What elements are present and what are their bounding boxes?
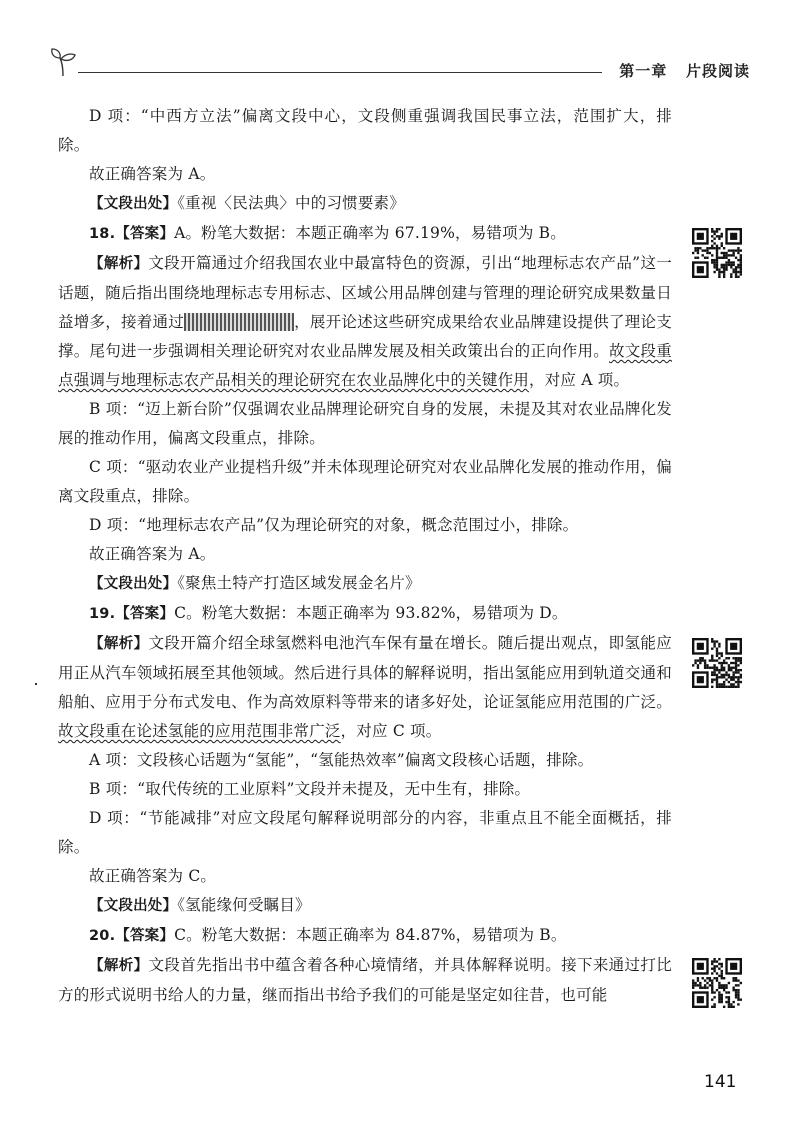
page-number: 141 — [704, 1072, 737, 1092]
paragraph — [58, 775, 672, 804]
chapter-label: 第一章 — [619, 62, 668, 80]
paragraph — [58, 160, 672, 189]
paragraph — [58, 102, 672, 160]
text-run: 故正确答案为 A。 — [89, 165, 216, 183]
qr-code-q19[interactable] — [692, 638, 742, 688]
text-run: 《聚焦土特产打造区域发展金名片》 — [177, 574, 421, 592]
text-run: C。粉笔大数据：本题正确率为 93.82%，易错项为 D。 — [174, 604, 568, 622]
page-header — [50, 46, 750, 86]
paragraph — [58, 599, 672, 629]
underlined-text: 故文段重点强调与地理标志农产品相关的理论研究在农业品牌化中的关键作用 — [58, 342, 672, 389]
text-run: ，对应 C 项。 — [340, 722, 442, 740]
label-tag: 【文段出处】 — [89, 898, 178, 914]
paragraph — [58, 453, 672, 511]
text-run: D 项：“中西方立法”偏离文段中心，文段侧重强调我国民事立法，范围扩大，排除。 — [58, 107, 672, 154]
label-tag: 【文段出处】 — [89, 196, 178, 212]
underlined-text: 故文段重在论述氢能的应用范围非常广泛 — [58, 722, 341, 740]
paragraph — [58, 951, 672, 1010]
qr-code-icon — [692, 228, 742, 278]
obscured-text — [184, 313, 294, 331]
header-rule — [78, 72, 602, 73]
text-run: D 项：“地理标志农产品”仅为理论研究的对象，概念范围过小，排除。 — [89, 516, 579, 534]
paragraph — [58, 629, 672, 746]
text-run: 《氢能缘何受瞩目》 — [177, 896, 311, 914]
paragraph — [58, 862, 672, 891]
paragraph — [58, 569, 672, 599]
paragraph — [58, 891, 672, 921]
label-tag: 19.【答案】 — [89, 606, 175, 622]
text-run: ，对应 A 项。 — [529, 371, 630, 389]
paragraph — [58, 804, 672, 862]
text-run: C。粉笔大数据：本题正确率为 84.87%，易错项为 B。 — [174, 926, 567, 944]
paragraph — [58, 395, 672, 453]
text-run: 文段开篇介绍全球氢燃料电池汽车保有量在增长。随后提出观点，即氢能应用正从汽车领域拓展至其他领域。然后进行具体的解释说明，指出氢能应用到轨道交通和船舶、应用于分布式发电、作为高效原料等带来的诸多好处，论证氢能应用范围的广泛。 — [58, 634, 672, 711]
text-run: 文段首先指出书中蕴含着各种心境情绪，并具体解释说明。接下来通过打比方的形式说明书给人的力量，继而指出书给予我们的可能是坚定如往昔，也可能 — [58, 956, 672, 1004]
label-tag: 【解析】 — [89, 958, 149, 974]
paragraph — [58, 249, 672, 395]
text-run: 《重视〈民法典〉中的习惯要素》 — [177, 194, 405, 212]
text-run: C 项：“驱动农业产业提档升级”并未体现理论研究对农业品牌化发展的推动作用，偏离文段重点，排除。 — [58, 458, 672, 505]
paragraph — [58, 189, 672, 219]
text-run: 文段开篇通过介绍我国农业中最富特色的资源，引出“地理标志农产品”这一话题，随后指出围绕地理标志专用标志、区域公用品牌创建与管理的理论研究成果数量日益增多，接着通过 — [58, 254, 672, 331]
text-run: A。粉笔大数据：本题正确率为 67.19%，易错项为 B。 — [174, 224, 566, 242]
qr-code-q18[interactable] — [692, 228, 742, 278]
sprout-icon — [50, 46, 80, 78]
text-run: B 项：“迈上新台阶”仅强调农业品牌理论研究自身的发展，未提及其对农业品牌化发展的推动作用，偏离文段重点，排除。 — [58, 400, 672, 447]
label-tag: 18.【答案】 — [89, 226, 175, 242]
qr-code-icon — [692, 638, 742, 688]
margin-mark — [35, 683, 37, 685]
qr-code-icon — [692, 958, 742, 1008]
text-run: 故正确答案为 A。 — [89, 545, 216, 563]
qr-code-q20[interactable] — [692, 958, 742, 1008]
section-label: 片段阅读 — [685, 62, 750, 80]
paragraph — [58, 540, 672, 569]
text-run: A 项：文段核心话题为“氢能”，“氢能热效率”偏离文段核心话题，排除。 — [89, 751, 594, 769]
label-tag: 20.【答案】 — [89, 928, 175, 944]
paragraph — [58, 921, 672, 951]
text-run: D 项：“节能减排”对应文段尾句解释说明部分的内容，非重点且不能全面概括，排除。 — [58, 809, 672, 856]
label-tag: 【解析】 — [89, 636, 149, 652]
text-run: ，展开论述这些研究成果给农业品牌建设提供了理论支撑。尾句进一步强调相关理论研究对农业品牌发展及相关政策出台的正向作用。 — [58, 313, 672, 360]
page-body — [58, 102, 672, 1010]
paragraph — [58, 511, 672, 540]
paragraph — [58, 219, 672, 249]
label-tag: 【文段出处】 — [89, 576, 178, 592]
chapter-title — [619, 60, 750, 81]
text-run: 故正确答案为 C。 — [89, 867, 217, 885]
label-tag: 【解析】 — [89, 256, 149, 272]
text-run: B 项：“取代传统的工业原料”文段并未提及，无中生有，排除。 — [89, 780, 531, 798]
paragraph — [58, 746, 672, 775]
